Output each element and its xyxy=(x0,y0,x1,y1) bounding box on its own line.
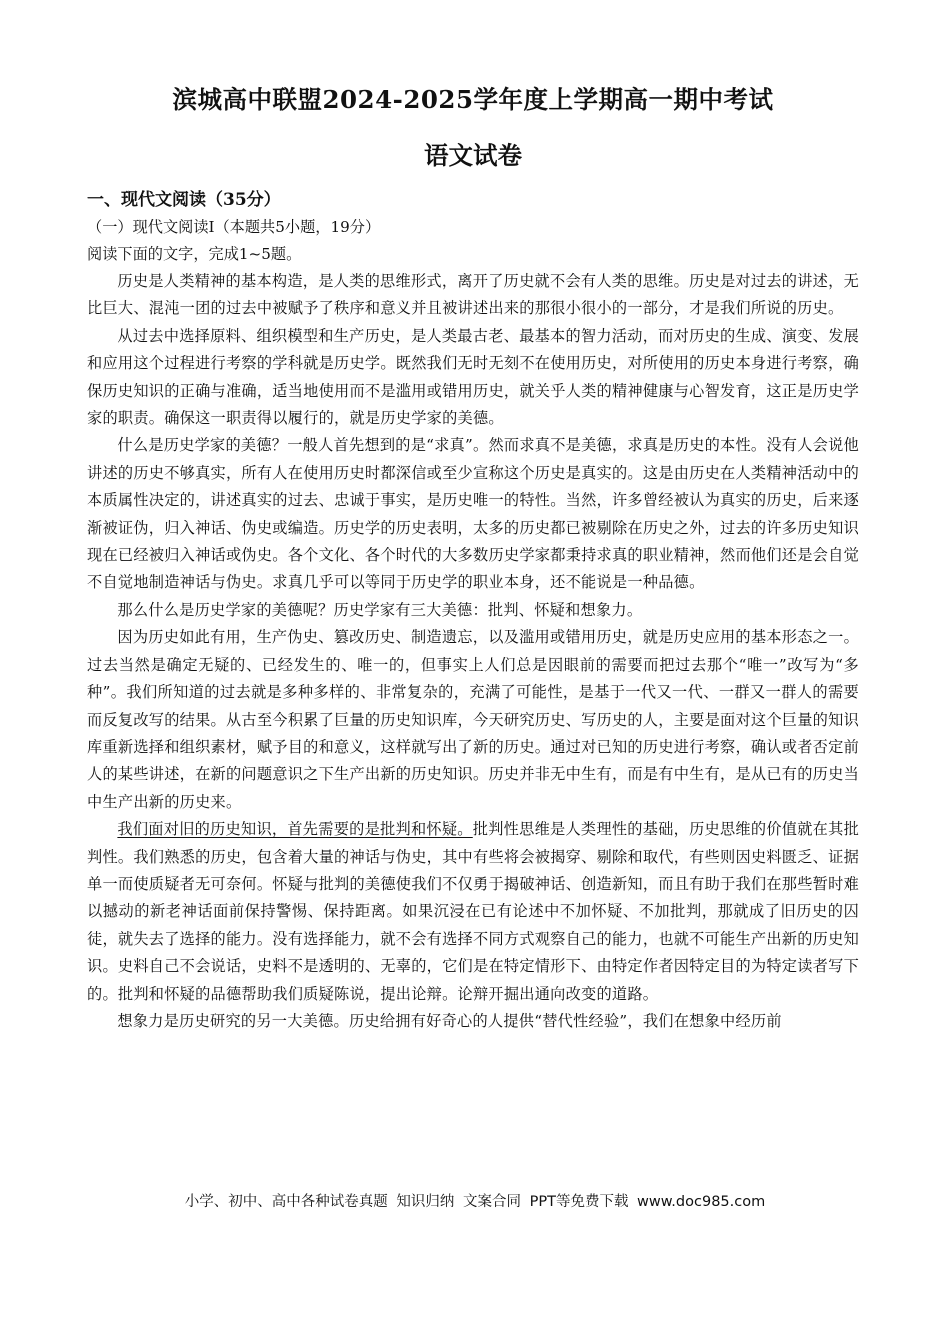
section-heading: 一、现代文阅读（35分） xyxy=(87,190,281,210)
underlined-sentence: 我们面对旧的历史知识，首先需要的是批判和怀疑。 xyxy=(117,820,473,839)
exam-title: 滨城高中联盟2024-2025学年度上学期高一期中考试 xyxy=(172,85,774,114)
paragraph-6-rest: 批判性思维是人类理性的基础，历史思维的价值就在其批判性。我们熟悉的历史，包含着大量的神话与伪史，其中有些将会被揭穿、剔除和取代，有些则因史料匮乏、证据单一而使质疑者无可奈何。怀疑与批判的美德使我们不仅勇于揭破神话、创造新知，而且有助于我们在那些暂时难以撼动的新老神话面前保持警惕、保持距离。如果沉浸在已有论述中不加怀疑、不加批判，那就成了旧历史的囚徒，就失去了选择的能力。没有选择能力，就不会有选择不同方式观察自己的能力，也就不可能生产出新的历史知识。史料自己不会说话，史料不是透明的、无辜的，它们是在特定情形下、由特定作者因特定目的为特定读者写下的。批判和怀疑的品德帮助我们质疑陈说，提出论辩。论辩开掘出通向改变的道路。 xyxy=(87,820,860,1003)
passage-paragraph-4: 那么什么是历史学家的美德呢？历史学家有三大美德：批判、怀疑和想象力。 xyxy=(117,600,643,619)
passage-paragraph-2: 从过去中选择原料、组织模型和生产历史，是人类最古老、最基本的智力活动，而对历史的生成、演变、发展和应用这个过程进行考察的学科就是历史学。既然我们无时无刻不在使用历史，对所使用的历史本身进行考察，确保历史知识的正确与准确，适当地使用而不是滥用或错用历史，就关乎人类的精神健康与心智发育，这正是历史学家的职责。确保这一职责得以履行的，就是历史学家的美德。 xyxy=(87,326,859,428)
passage-paragraph-6 xyxy=(87,816,859,1008)
passage-paragraph-1: 历史是人类精神的基本构造，是人类的思维形式，离开了历史就不会有人类的思维。历史是对过去的讲述，无比巨大、混沌一团的过去中被赋予了秩序和意义并且被讲述出来的那很小很小的一部分，才是我们所说的历史。 xyxy=(87,272,859,318)
passage-paragraph-7: 想象力是历史研究的另一大美德。历史给拥有好奇心的人提供“替代性经验”，我们在想象中经历前 xyxy=(117,1011,782,1030)
passage-paragraph-3: 什么是历史学家的美德？一般人首先想到的是“求真”。然而求真不是美德，求真是历史的本性。没有人会说他讲述的历史不够真实，所有人在使用历史时都深信或至少宣称这个历史是真实的。这是由历史在人类精神活动中的本质属性决定的，讲述真实的过去、忠诚于事实，是历史唯一的特性。当然，许多曾经被认为真实的历史，后来逐渐被证伪，归入神话、伪史或编造。历史学的历史表明，太多的历史都已被剔除在历史之外，过去的许多历史知识现在已经被归入神话或伪史。各个文化、各个时代的大多数历史学家都秉持求真的职业精神，然而他们还是会自觉不自觉地制造神话与伪史。求真几乎可以等同于历史学的职业本身，还不能说是一种品德。 xyxy=(87,436,859,592)
page-footer: 小学、初中、高中各种试卷真题 知识归纳 文案合同 PPT等免费下载 www.doc985.com xyxy=(184,1194,766,1210)
reading-instruction: 阅读下面的文字，完成1~5题。 xyxy=(87,245,302,263)
exam-page xyxy=(87,76,859,1035)
reading-passage xyxy=(87,268,859,1035)
sub-section-heading: （一）现代文阅读Ⅰ（本题共5小题，19分） xyxy=(87,218,381,236)
passage-paragraph-5: 因为历史如此有用，生产伪史、篡改历史、制造遗忘，以及滥用或错用历史，就是历史应用的基本形态之一。过去当然是确定无疑的、已经发生的、唯一的，但事实上人们总是因眼前的需要而把过去那个“唯一”改写为“多种”。我们所知道的过去就是多种多样的、非常复杂的，充满了可能性，是基于一代又一代、一群又一群人的需要而反复改写的结果。从古至今积累了巨量的历史知识库，今天研究历史、写历史的人，主要是面对这个巨量的知识库重新选择和组织素材，赋予目的和意义，这样就写出了新的历史。通过对已知的历史进行考察，确认或者否定前人的某些讲述，在新的问题意识之下生产出新的历史知识。历史并非无中生有，而是有中生有，是从已有的历史当中生产出新的历史来。 xyxy=(87,628,859,811)
exam-subtitle: 语文试卷 xyxy=(424,141,522,170)
